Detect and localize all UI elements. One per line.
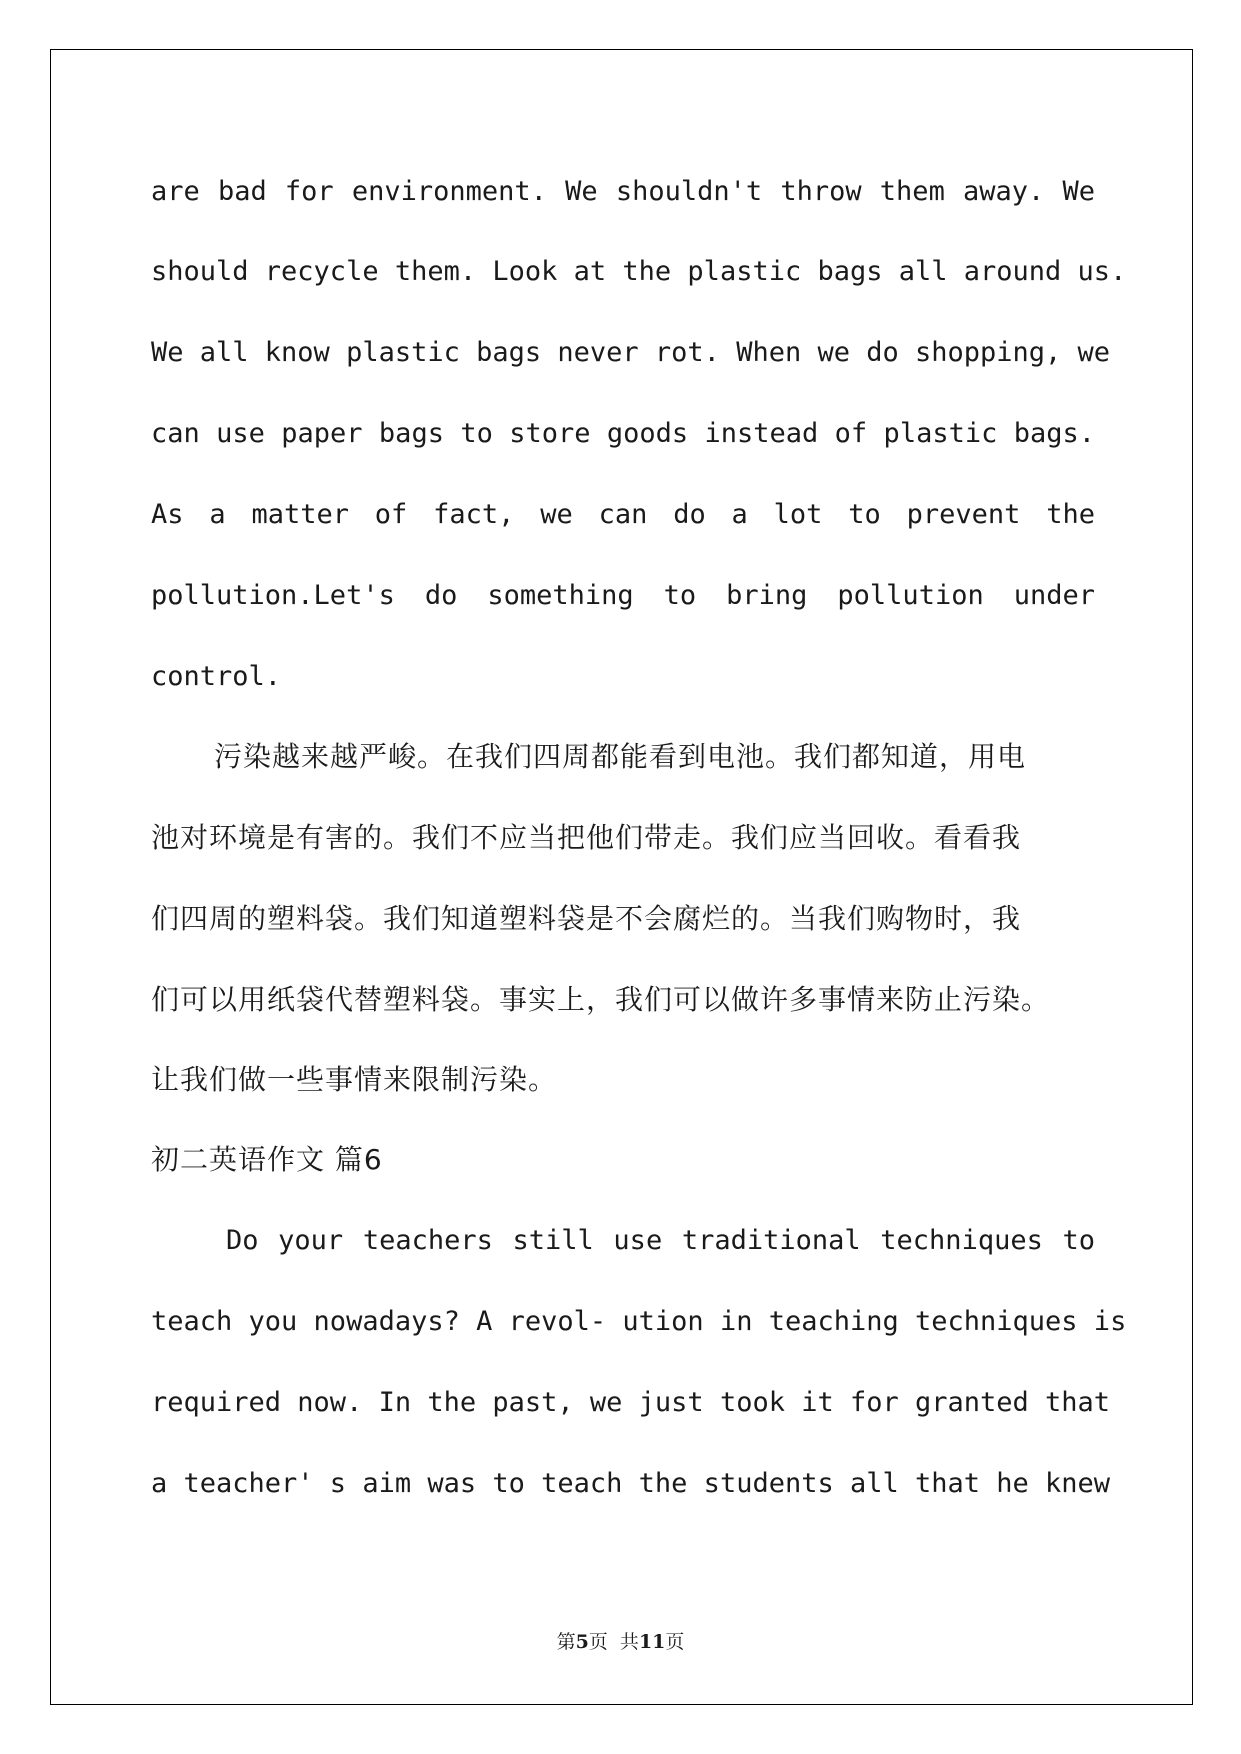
text-line: As a matter of fact, we can do a lot to prevent the — [151, 499, 1095, 530]
text-line: teach you nowadays? A revol- ution in teaching techniques is — [151, 1306, 1127, 1337]
current-page-number: 5 — [575, 1631, 589, 1653]
text-line: We all know plastic bags never rot. When we do shopping, we — [151, 337, 1111, 368]
text-line: are bad for environment. We shouldn't throw them away. We — [151, 176, 1095, 207]
text-line: Do your teachers still use traditional techniques to — [226, 1225, 1095, 1256]
page-footer — [0, 1627, 1241, 1654]
text-line: should recycle them. Look at the plastic bags all around us. — [151, 256, 1127, 287]
text-line: 池对环境是有害的。我们不应当把他们带走。我们应当回收。看看我 — [151, 821, 1022, 854]
text-line: a teacher' s aim was to teach the students all that he knew — [151, 1468, 1111, 1499]
text-line: 们四周的塑料袋。我们知道塑料袋是不会腐烂的。当我们购物时，我 — [151, 902, 1022, 935]
page-border — [50, 49, 1193, 1705]
total-pages-number: 11 — [638, 1631, 666, 1653]
footer-suffix: 页 — [665, 1631, 685, 1653]
footer-prefix: 第 — [556, 1631, 576, 1653]
section-heading: 初二英语作文 篇6 — [151, 1143, 383, 1176]
text-line: 让我们做一些事情来限制污染。 — [151, 1063, 558, 1096]
text-line: required now. In the past, we just took it for granted that — [151, 1387, 1111, 1418]
text-line: pollution.Let's do something to bring pollution under — [151, 580, 1095, 611]
text-line: control. — [151, 661, 282, 692]
text-line: 污染越来越严峻。在我们四周都能看到电池。我们都知道，用电 — [214, 740, 1027, 773]
text-line: can use paper bags to store goods instead of plastic bags. — [151, 418, 1095, 449]
footer-middle: 页 共 — [588, 1631, 639, 1653]
text-line: 们可以用纸袋代替塑料袋。事实上，我们可以做许多事情来防止污染。 — [151, 983, 1051, 1016]
